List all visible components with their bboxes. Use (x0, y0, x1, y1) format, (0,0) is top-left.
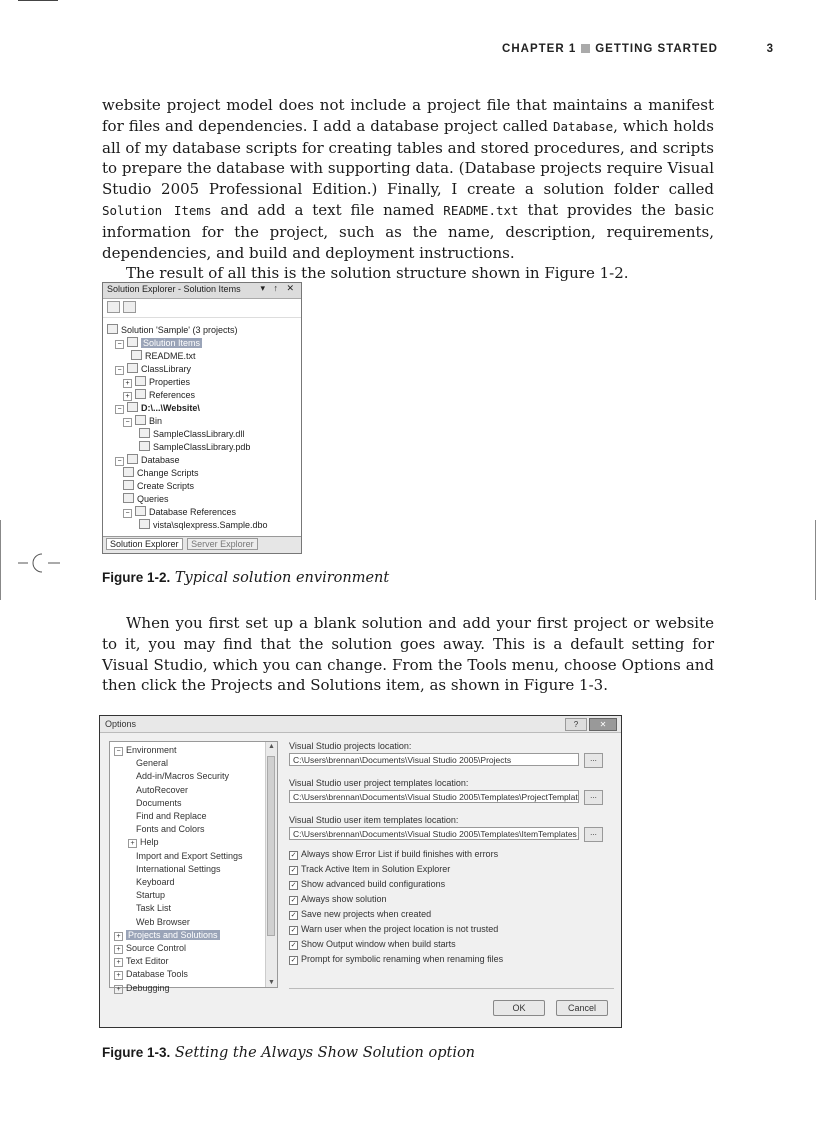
figure-caption: Figure 1-2. Typical solution environment (102, 570, 390, 586)
tree-item-label: Database References (149, 507, 237, 517)
tree-item-label: ClassLibrary (141, 364, 192, 374)
tree-item[interactable] (114, 744, 177, 756)
body-text-middle (102, 613, 714, 696)
tree-item[interactable] (136, 916, 190, 928)
tree-item[interactable] (115, 363, 191, 375)
ok-button[interactable]: OK (493, 1000, 545, 1016)
checkbox-label: Show Output window when build starts (301, 939, 456, 949)
solution-explorer-window (102, 282, 302, 554)
tree-item[interactable] (128, 836, 159, 848)
tree-item-label: Projects and Solutions (128, 929, 218, 940)
tab-solution-explorer[interactable]: Solution Explorer (106, 538, 183, 550)
path-input[interactable]: C:\Users\brennan\Documents\Visual Studio 2005\Templates\ItemTemplates (289, 827, 579, 840)
checkbox-label: Track Active Item in Solution Explorer (301, 864, 451, 874)
tree-scrollbar[interactable] (265, 742, 277, 987)
expand-icon[interactable]: + (114, 971, 123, 980)
properties-icon[interactable] (107, 301, 120, 313)
cancel-button[interactable]: Cancel (556, 1000, 608, 1016)
tree-item[interactable] (123, 480, 194, 492)
option-checkbox[interactable] (289, 894, 387, 905)
tree-item[interactable] (136, 797, 182, 809)
tree-item-label: Change Scripts (137, 468, 199, 478)
option-checkbox[interactable] (289, 924, 498, 935)
solution-explorer-titlebar (103, 283, 301, 299)
node-icon (107, 324, 118, 334)
node-icon (135, 415, 146, 425)
field-label: Visual Studio projects location: (289, 741, 412, 751)
solution-explorer-toolbar (103, 299, 301, 318)
checkbox-label: Prompt for symbolic renaming when renaming files (301, 954, 504, 964)
paragraph: The result of all this is the solution structure shown in Figure 1-2. (126, 264, 629, 283)
field-label: Visual Studio user project templates location: (289, 778, 469, 788)
tree-item-label: Debugging (126, 982, 170, 993)
tree-item-label: Add-in/Macros Security (136, 771, 230, 782)
tree-item-label: SampleClassLibrary.pdb (153, 442, 251, 452)
browse-button[interactable]: ... (584, 827, 603, 842)
tree-item[interactable] (136, 863, 221, 875)
chapter-label: CHAPTER 1 GETTING STARTED (502, 43, 718, 55)
collapse-icon[interactable]: − (115, 366, 124, 375)
tree-item-label: Fonts and Colors (136, 824, 205, 835)
checkbox-icon[interactable]: ✓ (290, 852, 297, 859)
scroll-down-icon[interactable]: ▼ (268, 979, 275, 986)
tree-item[interactable] (136, 823, 205, 835)
divider (289, 988, 614, 989)
path-input[interactable]: C:\Users\brennan\Documents\Visual Studio 2005\Templates\ProjectTemplat (289, 790, 579, 803)
tree-item-label: References (149, 390, 196, 400)
tree-item-label: Solution 'Sample' (3 projects) (121, 325, 238, 335)
node-icon (127, 337, 138, 347)
tree-item-label: General (136, 758, 169, 769)
tree-item-label: Import and Export Settings (136, 850, 243, 861)
help-button[interactable]: ? (565, 718, 587, 731)
tree-item[interactable] (136, 784, 188, 796)
expand-icon[interactable]: + (123, 392, 132, 401)
tree-item-label: Startup (136, 890, 166, 901)
crop-line (18, 0, 58, 1)
checkbox-icon[interactable]: ✓ (290, 942, 297, 949)
checkbox-icon[interactable]: ✓ (290, 957, 297, 964)
checkbox-label: Show advanced build configurations (301, 879, 446, 889)
checkbox-icon[interactable]: ✓ (290, 912, 297, 919)
tree-item[interactable] (114, 968, 188, 980)
tree-item-label: Database (141, 455, 180, 465)
collapse-icon[interactable]: − (123, 509, 132, 518)
collapse-icon[interactable]: − (115, 405, 124, 414)
option-checkbox[interactable] (289, 849, 498, 860)
tree-item[interactable] (139, 519, 268, 531)
body-text-top (102, 95, 714, 284)
tree-item[interactable] (136, 889, 165, 901)
tree-item-label: Queries (137, 494, 169, 504)
show-all-files-icon[interactable] (123, 301, 136, 313)
option-checkbox[interactable] (289, 909, 431, 920)
tree-item[interactable] (136, 770, 229, 782)
tree-item[interactable] (115, 337, 202, 349)
scroll-up-icon[interactable]: ▲ (268, 743, 275, 750)
expand-icon[interactable]: + (114, 945, 123, 954)
inline-code: Solution Items (102, 202, 212, 218)
scroll-thumb[interactable] (267, 756, 275, 936)
tree-item-label: Find and Replace (136, 811, 207, 821)
node-icon (135, 389, 146, 399)
tree-item-label: vista\sqlexpress.Sample.dbo (153, 520, 268, 530)
option-checkbox[interactable] (289, 879, 445, 890)
checkbox-label: Always show solution (301, 894, 387, 904)
close-button[interactable]: ✕ (589, 718, 617, 731)
path-input[interactable]: C:\Users\brennan\Documents\Visual Studio 2005\Projects (289, 753, 579, 766)
tree-item[interactable] (136, 850, 243, 862)
tree-item-label: Source Control (126, 943, 187, 953)
tree-item[interactable] (123, 389, 195, 401)
node-icon (127, 363, 138, 373)
browse-button[interactable]: ... (584, 753, 603, 768)
tree-item[interactable] (123, 415, 162, 427)
node-icon (131, 350, 142, 360)
tree-item-label: Help (140, 837, 159, 848)
window-title: Solution Explorer - Solution Items (107, 284, 241, 294)
collapse-icon[interactable]: − (115, 340, 124, 349)
checkbox-label: Warn user when the project location is not trusted (301, 924, 499, 934)
tree-item-label: Text Editor (126, 956, 169, 967)
window-controls[interactable]: ▾ ↑ ✕ (260, 283, 297, 293)
node-icon (139, 441, 150, 451)
checkbox-icon[interactable]: ✓ (290, 897, 297, 904)
checkbox-icon[interactable]: ✓ (290, 867, 297, 874)
tree-item-label: Create Scripts (137, 481, 195, 491)
tree-item-label: SampleClassLibrary.dll (153, 429, 245, 439)
tree-item-label: README.txt (145, 351, 196, 361)
tree-item-label: International Settings (136, 863, 221, 874)
tree-item[interactable] (136, 876, 175, 888)
tree-item[interactable] (114, 982, 170, 994)
tree-item-label: Database Tools (126, 969, 188, 980)
node-icon (139, 519, 150, 529)
options-titlebar (100, 716, 621, 733)
tree-item[interactable] (136, 902, 171, 914)
node-icon (123, 467, 134, 477)
options-dialog (99, 715, 622, 1028)
paragraph: When you first set up a blank solution and add your first project or website to it, you may find that the solution goes away. This is a default setting for Visual Studio, which you can change. From the Tools menu, choose Options and then click the Projects and Solutions item, as shown in Figure 1-3. (102, 614, 714, 695)
node-icon (139, 428, 150, 438)
tree-item[interactable] (139, 441, 250, 453)
collapse-icon[interactable]: − (115, 457, 124, 466)
tree-item-label: AutoRecover (136, 784, 189, 795)
tree-item[interactable] (131, 350, 196, 362)
paragraph (102, 95, 714, 263)
field-label: Visual Studio user item templates location: (289, 815, 459, 825)
inline-code: README.txt (443, 202, 519, 218)
text-run: that provides the basic information for the project, such as the name, description, requirements, dependencies, and build and deployment instructions. (102, 200, 714, 262)
solution-tree (103, 318, 301, 530)
options-tree (109, 741, 278, 993)
registration-mark-icon (18, 548, 60, 578)
tree-item[interactable] (123, 493, 169, 505)
tree-item-label: Documents (136, 797, 182, 808)
tree-item-label: Properties (149, 377, 191, 387)
tree-item-label: Keyboard (136, 877, 175, 887)
tree-item[interactable] (123, 376, 190, 388)
browse-button[interactable]: ... (584, 790, 603, 805)
option-checkbox[interactable] (289, 864, 450, 875)
tree-item[interactable] (114, 929, 220, 941)
node-icon (123, 493, 134, 503)
dialog-title: Options (105, 719, 137, 729)
tree-item[interactable] (136, 810, 207, 822)
tree-item[interactable] (114, 955, 169, 967)
tree-item[interactable] (123, 506, 236, 518)
tab-server-explorer[interactable]: Server Explorer (187, 538, 258, 550)
text-run: website project model does not include a project file that maintains a manifest for files and dependencies. I add a database project called (102, 96, 714, 135)
tree-item-label: Solution Items (143, 338, 201, 348)
text-run: , which holds all of my database scripts for creating tables and stored procedures, and scripts to prepare the database with supporting data. (Database projects require Visual Studio 2005 Professional Edition.) Finally, I create a solution folder called (102, 116, 714, 199)
tree-item-label: Task List (136, 903, 172, 914)
explorer-tabs (103, 536, 301, 553)
tree-item[interactable] (115, 402, 200, 414)
figure-caption: Figure 1-3. Setting the Always Show Solution option (102, 1045, 476, 1061)
node-icon (135, 506, 146, 516)
collapse-icon[interactable]: − (123, 418, 132, 427)
text-run: and add a text file named (211, 200, 444, 219)
page-number: 3 (766, 43, 774, 55)
tree-item[interactable] (123, 467, 199, 479)
node-icon (127, 402, 138, 412)
expand-icon[interactable]: + (114, 958, 123, 967)
checkbox-icon[interactable]: ✓ (290, 882, 297, 889)
collapse-icon[interactable]: − (114, 747, 123, 756)
option-checkbox[interactable] (289, 939, 456, 950)
node-icon (135, 376, 146, 386)
inline-code: Database (552, 118, 614, 134)
crop-mark-left (0, 520, 1, 600)
node-icon (123, 480, 134, 490)
tree-item[interactable] (115, 454, 180, 466)
tree-item-label: Web Browser (136, 916, 190, 927)
option-checkbox[interactable] (289, 954, 503, 965)
tree-item-label: Environment (126, 745, 177, 755)
tree-item[interactable] (114, 942, 186, 954)
checkbox-label: Save new projects when created (301, 909, 432, 919)
expand-icon[interactable]: + (114, 985, 123, 994)
expand-icon[interactable]: + (123, 379, 132, 388)
tree-item[interactable] (139, 428, 244, 440)
node-icon (127, 454, 138, 464)
expand-icon[interactable]: + (114, 932, 123, 941)
tree-item[interactable] (107, 324, 238, 336)
tree-item[interactable] (136, 757, 168, 769)
tree-item-label: Bin (149, 416, 163, 426)
checkbox-label: Always show Error List if build finishes with errors (301, 849, 499, 859)
expand-icon[interactable]: + (128, 839, 137, 848)
checkbox-icon[interactable]: ✓ (290, 927, 297, 934)
tree-item-label: D:\...\Website\ (141, 403, 200, 413)
